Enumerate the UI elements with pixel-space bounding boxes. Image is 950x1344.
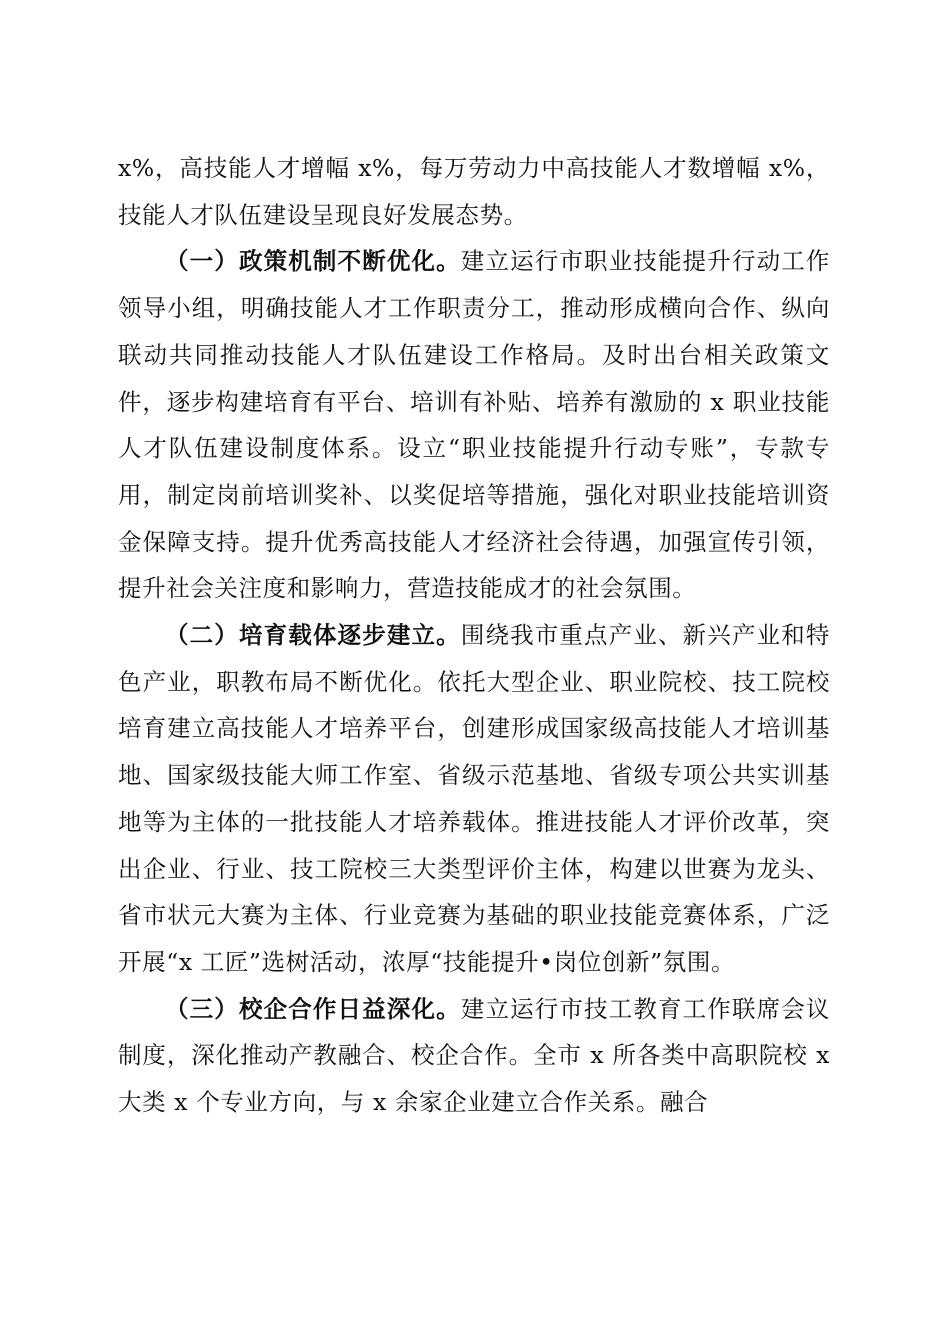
- paragraph-school-enterprise-text: 建立运行市技工教育工作联席会议制度，深化推动产教融合、校企合作。全市 x 所各类中高职院校 x 大类 x 个专业方向，与 x 余家企业建立合作关系。融合: [118, 994, 831, 1117]
- paragraph-training-carrier-text: 围绕我市重点产业、新兴产业和特色产业，职教布局不断优化。依托大型企业、职业院校、技工院校培育建立高技能人才培养平台，创建形成国家级高技能人才培训基地、国家级技能大师工作室、省级示范基地、省级专项公共实训基地等为主体的一批技能人才培养载体。推进技能人才评价改革，突出企业、行业、技工院校三大类型评价主体，构建以世赛为龙头、省市状元大赛为主体、行业竞赛为基础的职业技能竞赛体系，广泛开展“x 工匠”选树活动，浓厚“技能提升•岗位创新”氛围。: [118, 621, 831, 976]
- section-heading-policy-mechanism: （一）政策机制不断优化。: [165, 247, 461, 276]
- paragraph-school-enterprise: [118, 986, 830, 1126]
- paragraph-training-carrier: [118, 612, 830, 986]
- section-heading-training-carrier: （二）培育载体逐步建立。: [165, 621, 461, 650]
- section-heading-school-enterprise: （三）校企合作日益深化。: [165, 994, 461, 1023]
- paragraph-policy-mechanism: [118, 238, 830, 612]
- paragraph-intro: [118, 145, 830, 238]
- document-body: [118, 145, 830, 1126]
- paragraph-policy-mechanism-text: 建立运行市职业技能提升行动工作领导小组，明确技能人才工作职责分工，推动形成横向合作、纵向联动共同推动技能人才队伍建设工作格局。及时出台相关政策文件，逐步构建培育有平台、培训有补贴、培养有激励的 x 职业技能人才队伍建设制度体系。设立“职业技能提升行动专账”，专款专用，制定岗前培训奖补、以奖促培等措施，强化对职业技能培训资金保障支持。提升优秀高技能人才经济社会待遇，加强宣传引领，提升社会关注度和影响力，营造技能成才的社会氛围。: [118, 247, 831, 603]
- paragraph-intro-text: x%，高技能人才增幅 x%，每万劳动力中高技能人才数增幅 x%，技能人才队伍建设呈现良好发展态势。: [118, 154, 830, 229]
